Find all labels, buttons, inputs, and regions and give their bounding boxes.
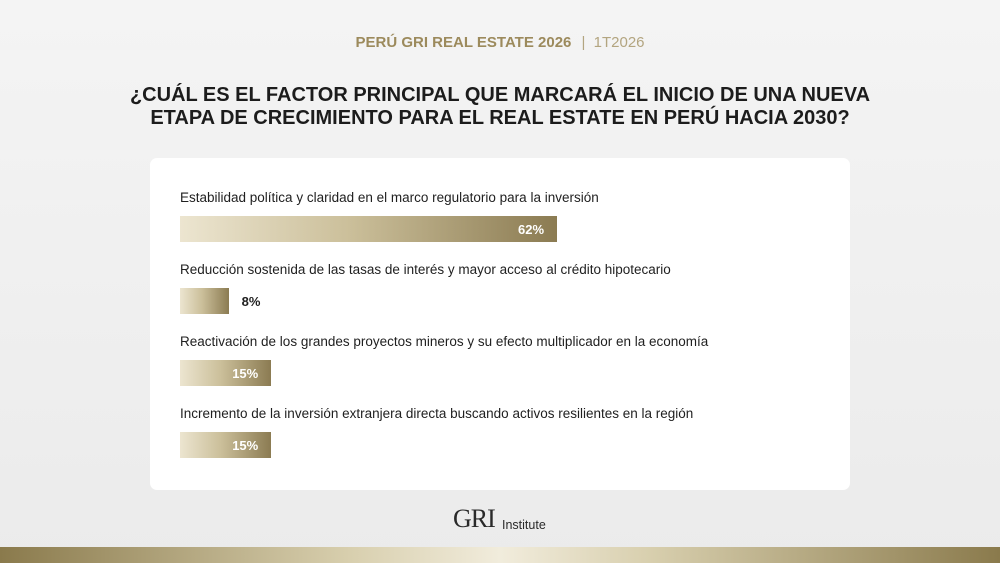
option-value: 15% [232, 438, 259, 453]
results-card [150, 158, 850, 490]
footer-gold-stripe [0, 547, 1000, 563]
header-separator: | [581, 34, 586, 51]
option-value: 8% [241, 294, 261, 309]
option-label: Reducción sostenida de las tasas de interés y mayor acceso al crédito hipotecario [180, 262, 671, 277]
option-value: 15% [232, 366, 259, 381]
option-label: Estabilidad política y claridad en el marco regulatorio para la inversión [180, 190, 599, 205]
option-bar [180, 216, 557, 242]
option-label: Reactivación de los grandes proyectos mineros y su efecto multiplicador en la economía [180, 334, 709, 349]
option-label: Incremento de la inversión extranjera directa buscando activos resilientes en la región [180, 406, 694, 421]
period-label: 1T2026 [593, 34, 645, 51]
survey-header [0, 34, 1000, 51]
event-name: PERÚ GRI REAL ESTATE 2026 [355, 34, 572, 51]
option-value: 62% [518, 222, 545, 237]
option-bar [180, 288, 229, 314]
question-title: ¿CUÁL ES EL FACTOR PRINCIPAL QUE MARCARÁ EL INICIO DE UNA NUEVA ETAPA DE CRECIMIENTO PARA EL REAL ESTATE EN PERÚ HACIA 2030? [129, 84, 871, 129]
gri-logo-mark: GRI [453, 504, 495, 533]
gri-logo-text: Institute [502, 518, 546, 532]
